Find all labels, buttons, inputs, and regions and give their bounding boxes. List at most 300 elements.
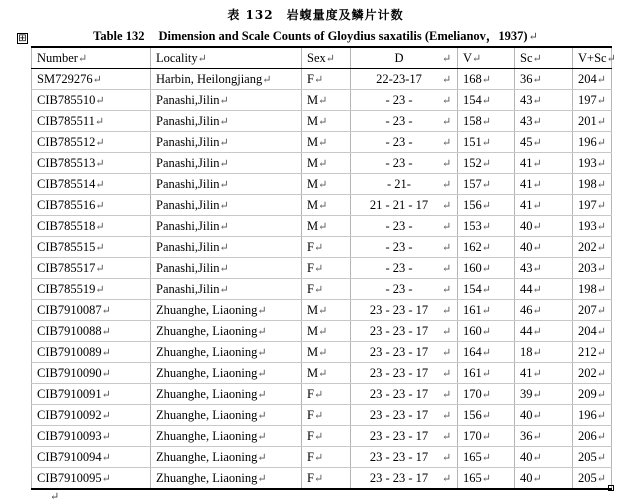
cell-sex	[302, 468, 351, 490]
cell-locality	[151, 174, 302, 195]
cell-number	[32, 90, 151, 111]
cell-end-mark-icon: ↵	[101, 472, 111, 485]
cell-sc	[515, 216, 573, 237]
header-number	[32, 47, 151, 69]
cell-end-mark-icon: ↵	[442, 430, 452, 443]
cell-end-mark-icon: ↵	[95, 157, 105, 170]
cell-text: 207	[578, 302, 597, 317]
cell-end-mark-icon: ↵	[313, 409, 324, 422]
cell-end-mark-icon: ↵	[532, 199, 542, 212]
cell-sex	[302, 384, 351, 405]
cell-end-mark-icon: ↵	[95, 199, 105, 212]
cell-text: 193	[578, 218, 597, 233]
cell-end-mark-icon: ↵	[257, 367, 267, 380]
cell-end-mark-icon: ↵	[442, 346, 452, 359]
cell-text: CIB785510	[37, 92, 96, 107]
cell-text: CIB7910089	[37, 344, 102, 359]
cell-text: 197	[578, 197, 597, 212]
cell-sex	[302, 132, 351, 153]
cell-v	[458, 384, 515, 405]
cell-end-mark-icon: ↵	[101, 325, 111, 338]
cell-d	[351, 426, 458, 447]
cell-locality	[151, 111, 302, 132]
cell-end-mark-icon: ↵	[318, 157, 328, 170]
cell-v	[458, 153, 515, 174]
cell-text: 43	[520, 260, 533, 275]
cell-text: 209	[578, 386, 597, 401]
cell-text: 204	[578, 323, 597, 338]
cell-text: 23 - 23 - 17	[369, 428, 429, 443]
cell-text: Zhuanghe, Liaoning	[156, 365, 258, 380]
cell-d	[351, 321, 458, 342]
cell-end-mark-icon: ↵	[313, 472, 324, 485]
cell-locality	[151, 132, 302, 153]
cell-v-sc	[573, 90, 612, 111]
cell-number	[32, 174, 151, 195]
cell-text: 203	[578, 260, 597, 275]
cell-text: - 23 -	[385, 260, 413, 275]
cell-text: Panashi,Jilin	[156, 281, 220, 296]
cell-text: 212	[578, 344, 597, 359]
cell-text: CIB7910090	[37, 365, 102, 380]
cell-text: 197	[578, 92, 597, 107]
cell-text: - 23 -	[385, 113, 413, 128]
cell-end-mark-icon: ↵	[596, 472, 606, 485]
table-row	[32, 384, 612, 405]
cell-end-mark-icon: ↵	[442, 241, 452, 254]
cell-end-mark-icon: ↵	[532, 430, 542, 443]
cell-end-mark-icon: ↵	[596, 262, 606, 275]
cell-number	[32, 405, 151, 426]
cell-v-sc	[573, 195, 612, 216]
cell-end-mark-icon: ↵	[481, 178, 491, 191]
header-locality	[151, 47, 302, 69]
cell-v-sc	[573, 426, 612, 447]
cell-end-mark-icon: ↵	[257, 304, 267, 317]
cell-sex	[302, 342, 351, 363]
cell-sex	[302, 237, 351, 258]
cell-d	[351, 384, 458, 405]
cell-text: 154	[463, 281, 482, 296]
cell-text: F	[307, 470, 314, 485]
cell-d	[351, 405, 458, 426]
cell-sc	[515, 195, 573, 216]
cell-end-mark-icon: ↵	[442, 73, 452, 86]
cell-end-mark-icon: ↵	[318, 367, 328, 380]
cell-text: M	[307, 302, 319, 317]
table-row	[32, 111, 612, 132]
cell-text: 23 - 23 - 17	[369, 470, 429, 485]
cell-end-mark-icon: ↵	[101, 451, 111, 464]
cell-end-mark-icon: ↵	[313, 451, 324, 464]
cell-end-mark-icon: ↵	[318, 325, 328, 338]
cell-number	[32, 195, 151, 216]
cell-number	[32, 216, 151, 237]
cell-text: Zhuanghe, Liaoning	[156, 407, 258, 422]
cell-end-mark-icon: ↵	[257, 346, 267, 359]
cell-sex	[302, 426, 351, 447]
cell-text: 40	[520, 470, 533, 485]
cell-text: F	[307, 239, 314, 254]
cell-end-mark-icon: ↵	[532, 94, 542, 107]
cell-end-mark-icon: ↵	[596, 241, 606, 254]
cell-v	[458, 111, 515, 132]
cell-locality	[151, 321, 302, 342]
cell-text: CIB785511	[37, 113, 95, 128]
header-d	[351, 47, 458, 69]
cell-end-mark-icon: ↵	[596, 115, 606, 128]
cell-end-mark-icon: ↵	[257, 430, 267, 443]
cell-text: 205	[578, 470, 597, 485]
cell-text: 41	[520, 155, 533, 170]
cell-text: CIB7910088	[37, 323, 102, 338]
cell-locality	[151, 216, 302, 237]
cell-sex	[302, 447, 351, 468]
header-sc	[515, 47, 573, 69]
cell-text: 165	[463, 449, 482, 464]
cell-v	[458, 342, 515, 363]
cell-sc	[515, 69, 573, 90]
cell-text: 23 - 23 - 17	[369, 449, 429, 464]
cell-sc	[515, 342, 573, 363]
cell-sex	[302, 195, 351, 216]
cell-text: 40	[520, 407, 533, 422]
cell-number	[32, 363, 151, 384]
cell-locality	[151, 405, 302, 426]
cell-end-mark-icon: ↵	[442, 220, 452, 233]
cell-end-mark-icon: ↵	[95, 220, 105, 233]
cell-text: 21 - 21 - 17	[369, 197, 429, 212]
cell-end-mark-icon: ↵	[532, 346, 542, 359]
cell-text: 164	[463, 344, 482, 359]
cell-text: Panashi,Jilin	[156, 197, 220, 212]
cell-end-mark-icon: ↵	[318, 178, 328, 191]
cell-locality	[151, 300, 302, 321]
cell-end-mark-icon: ↵	[442, 409, 452, 422]
cell-end-mark-icon: ↵	[481, 283, 491, 296]
cell-text: M	[307, 92, 319, 107]
cell-end-mark-icon: ↵	[318, 136, 328, 149]
cell-v	[458, 321, 515, 342]
cell-text: 23 - 23 - 17	[369, 407, 429, 422]
cell-text: 40	[520, 239, 533, 254]
table-row	[32, 132, 612, 153]
cell-v	[458, 237, 515, 258]
cell-end-mark-icon: ↵	[532, 52, 542, 65]
cell-end-mark-icon: ↵	[481, 472, 491, 485]
cell-end-mark-icon: ↵	[596, 220, 606, 233]
cell-end-mark-icon: ↵	[532, 472, 542, 485]
table-row	[32, 426, 612, 447]
cell-text: 170	[463, 428, 482, 443]
cell-v-sc	[573, 237, 612, 258]
cell-end-mark-icon: ↵	[313, 241, 324, 254]
cell-v-sc	[573, 384, 612, 405]
cell-end-mark-icon: ↵	[197, 52, 207, 65]
cell-end-mark-icon: ↵	[442, 283, 452, 296]
cell-end-mark-icon: ↵	[481, 94, 491, 107]
cell-d	[351, 153, 458, 174]
cell-text: 40	[520, 449, 533, 464]
cell-text: 152	[463, 155, 482, 170]
cell-number	[32, 384, 151, 405]
cell-sc	[515, 300, 573, 321]
table-move-handle-icon[interactable]: ⊞	[18, 33, 27, 44]
cell-d	[351, 69, 458, 90]
cell-end-mark-icon: ↵	[532, 409, 542, 422]
table-row	[32, 90, 612, 111]
cell-text: Zhuanghe, Liaoning	[156, 428, 258, 443]
cell-text: M	[307, 323, 319, 338]
cell-locality	[151, 363, 302, 384]
cell-text: Panashi,Jilin	[156, 155, 220, 170]
cell-text: CIB7910087	[37, 302, 102, 317]
table-header-row	[32, 47, 612, 69]
cell-end-mark-icon: ↵	[219, 220, 229, 233]
cell-v-sc	[573, 132, 612, 153]
cell-d	[351, 174, 458, 195]
cell-number	[32, 468, 151, 490]
cell-end-mark-icon: ↵	[596, 451, 606, 464]
header-text: Locality	[156, 50, 198, 65]
cell-number	[32, 426, 151, 447]
cell-text: M	[307, 113, 319, 128]
cell-sex	[302, 69, 351, 90]
cell-sc	[515, 363, 573, 384]
cell-sex	[302, 300, 351, 321]
cell-end-mark-icon: ↵	[472, 52, 482, 65]
cell-text: F	[307, 71, 314, 86]
cell-text: 36	[520, 71, 533, 86]
header-sex	[302, 47, 351, 69]
cell-text: 41	[520, 197, 533, 212]
cell-text: 196	[578, 407, 597, 422]
cell-sex	[302, 216, 351, 237]
cell-end-mark-icon: ↵	[596, 157, 606, 170]
cell-text: CIB785513	[37, 155, 96, 170]
cell-v	[458, 216, 515, 237]
table-resize-handle-icon[interactable]	[608, 485, 614, 491]
cell-sc	[515, 447, 573, 468]
cell-end-mark-icon: ↵	[442, 115, 452, 128]
cell-locality	[151, 468, 302, 490]
cell-end-mark-icon: ↵	[596, 283, 606, 296]
cell-v-sc	[573, 174, 612, 195]
cell-end-mark-icon: ↵	[219, 94, 229, 107]
cell-end-mark-icon: ↵	[442, 388, 452, 401]
cell-end-mark-icon: ↵	[325, 52, 335, 65]
cell-end-mark-icon: ↵	[219, 178, 229, 191]
cell-d	[351, 258, 458, 279]
measurement-table	[31, 46, 616, 490]
cell-v-sc	[573, 342, 612, 363]
cell-number	[32, 132, 151, 153]
cell-d	[351, 447, 458, 468]
cell-locality	[151, 195, 302, 216]
cell-text: 22-23-17	[376, 71, 422, 86]
cell-text: - 23 -	[385, 92, 413, 107]
cell-end-mark-icon: ↵	[596, 388, 606, 401]
table-row	[32, 237, 612, 258]
cell-end-mark-icon: ↵	[318, 220, 328, 233]
cell-end-mark-icon: ↵	[481, 304, 491, 317]
cell-v	[458, 447, 515, 468]
cell-end-mark-icon: ↵	[481, 367, 491, 380]
cell-text: F	[307, 428, 314, 443]
cell-end-mark-icon: ↵	[532, 367, 542, 380]
cell-v-sc	[573, 111, 612, 132]
cell-end-mark-icon: ↵	[95, 136, 105, 149]
cell-d	[351, 111, 458, 132]
cell-end-mark-icon: ↵	[318, 346, 328, 359]
cell-text: 39	[520, 386, 533, 401]
cell-end-mark-icon: ↵	[481, 157, 491, 170]
cell-end-mark-icon: ↵	[95, 262, 105, 275]
table-row	[32, 69, 612, 90]
cell-end-mark-icon: ↵	[442, 136, 452, 149]
cell-end-mark-icon: ↵	[532, 262, 542, 275]
cell-text: 156	[463, 407, 482, 422]
cell-end-mark-icon: ↵	[596, 178, 606, 191]
header-text: Sex	[307, 50, 326, 65]
cell-locality	[151, 279, 302, 300]
cell-locality	[151, 258, 302, 279]
header-text: D	[394, 50, 404, 65]
cell-end-mark-icon: ↵	[442, 94, 452, 107]
table-caption-english	[0, 26, 631, 44]
cell-d	[351, 363, 458, 384]
cell-text: Panashi,Jilin	[156, 239, 220, 254]
cell-sc	[515, 426, 573, 447]
cell-end-mark-icon: ↵	[219, 283, 229, 296]
cell-end-mark-icon: ↵	[532, 220, 542, 233]
cell-sex	[302, 321, 351, 342]
header-text: Sc	[520, 50, 533, 65]
cell-v-sc	[573, 447, 612, 468]
cell-text: - 23 -	[385, 155, 413, 170]
cell-end-mark-icon: ↵	[532, 178, 542, 191]
cell-end-mark-icon: ↵	[596, 73, 606, 86]
cell-end-mark-icon: ↵	[313, 283, 324, 296]
cell-end-mark-icon: ↵	[481, 409, 491, 422]
cell-end-mark-icon: ↵	[596, 367, 606, 380]
cell-text: 165	[463, 470, 482, 485]
cell-text: 43	[520, 113, 533, 128]
cell-v	[458, 426, 515, 447]
cell-text: M	[307, 134, 319, 149]
cell-text: 158	[463, 113, 482, 128]
cell-end-mark-icon: ↵	[481, 430, 491, 443]
table-number-label: Table 132	[93, 29, 145, 43]
cell-number	[32, 300, 151, 321]
cell-v	[458, 258, 515, 279]
cell-locality	[151, 69, 302, 90]
cell-v	[458, 279, 515, 300]
cell-end-mark-icon: ↵	[596, 346, 606, 359]
cell-number	[32, 321, 151, 342]
cell-end-mark-icon: ↵	[257, 472, 267, 485]
cell-sex	[302, 279, 351, 300]
cell-v-sc	[573, 363, 612, 384]
cell-text: 202	[578, 365, 597, 380]
cell-sex	[302, 174, 351, 195]
cell-text: 161	[463, 302, 482, 317]
cell-end-mark-icon: ↵	[596, 94, 606, 107]
header-text: V	[463, 50, 473, 65]
cell-text: F	[307, 449, 314, 464]
table-row	[32, 279, 612, 300]
cell-v-sc	[573, 69, 612, 90]
cell-text: - 23 -	[385, 134, 413, 149]
table-row	[32, 174, 612, 195]
table-row	[32, 300, 612, 321]
cell-locality	[151, 90, 302, 111]
cell-text: 23 - 23 - 17	[369, 344, 429, 359]
cell-text: M	[307, 176, 319, 191]
cell-end-mark-icon: ↵	[442, 472, 452, 485]
cell-text: Zhuanghe, Liaoning	[156, 323, 258, 338]
cell-end-mark-icon: ↵	[219, 115, 229, 128]
cell-end-mark-icon: ↵	[532, 388, 542, 401]
cell-d	[351, 216, 458, 237]
cell-end-mark-icon: ↵	[532, 157, 542, 170]
table-row	[32, 468, 612, 490]
cell-locality	[151, 447, 302, 468]
cell-text: M	[307, 155, 319, 170]
cell-text: 198	[578, 281, 597, 296]
cell-end-mark-icon: ↵	[481, 199, 491, 212]
cell-text: 45	[520, 134, 533, 149]
cell-sc	[515, 90, 573, 111]
cell-text: 23 - 23 - 17	[369, 365, 429, 380]
cell-end-mark-icon: ↵	[481, 388, 491, 401]
table-row	[32, 216, 612, 237]
cell-text: 36	[520, 428, 533, 443]
cell-end-mark-icon: ↵	[442, 52, 452, 65]
table-row	[32, 321, 612, 342]
cell-text: 162	[463, 239, 482, 254]
cell-v-sc	[573, 321, 612, 342]
cell-v	[458, 132, 515, 153]
cell-text: CIB785517	[37, 260, 96, 275]
cell-text: 153	[463, 218, 482, 233]
cell-end-mark-icon: ↵	[313, 430, 324, 443]
cell-text: CIB785515	[37, 239, 96, 254]
cell-end-mark-icon: ↵	[95, 283, 105, 296]
cell-text: CIB785516	[37, 197, 96, 212]
cell-end-mark-icon: ↵	[532, 325, 542, 338]
cell-text: 23 - 23 - 17	[369, 386, 429, 401]
cell-v-sc	[573, 258, 612, 279]
cell-v	[458, 405, 515, 426]
header-v-sc	[573, 47, 616, 69]
cell-end-mark-icon: ↵	[318, 94, 328, 107]
cell-sex	[302, 153, 351, 174]
cell-text: Panashi,Jilin	[156, 92, 220, 107]
cell-locality	[151, 237, 302, 258]
cell-text: F	[307, 407, 314, 422]
cell-end-mark-icon: ↵	[318, 199, 328, 212]
cell-text: CIB785518	[37, 218, 96, 233]
cell-end-mark-icon: ↵	[219, 262, 229, 275]
cell-end-mark-icon: ↵	[219, 136, 229, 149]
cell-end-mark-icon: ↵	[442, 304, 452, 317]
cell-number	[32, 342, 151, 363]
cell-text: 202	[578, 239, 597, 254]
cell-text: 44	[520, 281, 533, 296]
cell-end-mark-icon: ↵	[262, 73, 272, 86]
cell-end-mark-icon: ↵	[442, 199, 452, 212]
